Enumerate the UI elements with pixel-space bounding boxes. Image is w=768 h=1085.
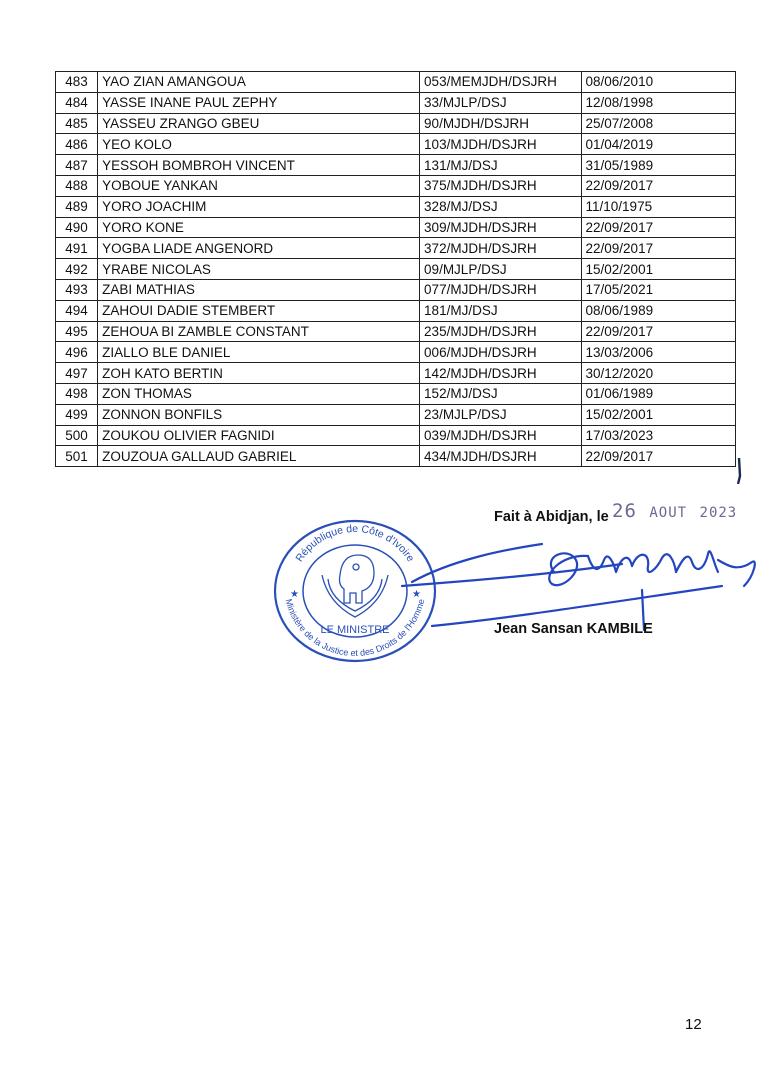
row-number: 493 [56, 279, 98, 300]
table-row [56, 404, 736, 425]
row-date: 31/05/1989 [581, 155, 735, 176]
row-date: 22/09/2017 [581, 238, 735, 259]
row-number: 487 [56, 155, 98, 176]
table-row [56, 321, 736, 342]
row-reference: 181/MJ/DSJ [420, 300, 581, 321]
row-name: ZEHOUA BI ZAMBLE CONSTANT [98, 321, 420, 342]
row-number: 484 [56, 92, 98, 113]
row-name: YOBOUE YANKAN [98, 175, 420, 196]
row-number: 483 [56, 72, 98, 93]
row-reference: 23/MJLP/DSJ [420, 404, 581, 425]
row-number: 490 [56, 217, 98, 238]
row-number: 488 [56, 175, 98, 196]
row-date: 01/04/2019 [581, 134, 735, 155]
row-number: 499 [56, 404, 98, 425]
row-number: 496 [56, 342, 98, 363]
date-stamp [612, 500, 737, 522]
row-date: 17/03/2023 [581, 425, 735, 446]
row-reference: 142/MJDH/DSJRH [420, 363, 581, 384]
table-body [56, 72, 736, 467]
table-row [56, 217, 736, 238]
row-reference: 372/MJDH/DSJRH [420, 238, 581, 259]
svg-text:★: ★ [412, 589, 421, 600]
table-row [56, 383, 736, 404]
row-reference: 09/MJLP/DSJ [420, 259, 581, 280]
row-name: ZONNON BONFILS [98, 404, 420, 425]
row-date: 08/06/1989 [581, 300, 735, 321]
row-number: 498 [56, 383, 98, 404]
row-name: YESSOH BOMBROH VINCENT [98, 155, 420, 176]
row-number: 485 [56, 113, 98, 134]
seal-inner-text: LE MINISTRE [320, 624, 390, 636]
table-row [56, 155, 736, 176]
row-number: 500 [56, 425, 98, 446]
page-number: 12 [685, 1016, 702, 1033]
row-name: YEO KOLO [98, 134, 420, 155]
table-row [56, 196, 736, 217]
row-date: 12/08/1998 [581, 92, 735, 113]
signer-name: Jean Sansan KAMBILE [494, 621, 653, 637]
row-reference: 131/MJ/DSJ [420, 155, 581, 176]
row-name: ZOUZOUA GALLAUD GABRIEL [98, 446, 420, 467]
seal-bottom-text: Ministère de la Justice et des Droits de l'Homme [283, 597, 427, 659]
table-row [56, 300, 736, 321]
row-name: ZOUKOU OLIVIER FAGNIDI [98, 425, 420, 446]
row-number: 494 [56, 300, 98, 321]
elephant-emblem-icon [322, 555, 388, 617]
row-name: ZABI MATHIAS [98, 279, 420, 300]
table-row [56, 425, 736, 446]
row-name: YASSEU ZRANGO GBEU [98, 113, 420, 134]
row-reference: 103/MJDH/DSJRH [420, 134, 581, 155]
table-row [56, 238, 736, 259]
row-date: 11/10/1975 [581, 196, 735, 217]
table-row [56, 363, 736, 384]
row-reference: 90/MJDH/DSJRH [420, 113, 581, 134]
table-row [56, 279, 736, 300]
table-row [56, 342, 736, 363]
row-number: 501 [56, 446, 98, 467]
row-number: 486 [56, 134, 98, 155]
row-number: 497 [56, 363, 98, 384]
row-date: 22/09/2017 [581, 175, 735, 196]
margin-ink-mark [735, 458, 743, 484]
row-reference: 006/MJDH/DSJRH [420, 342, 581, 363]
table-row [56, 92, 736, 113]
row-reference: 152/MJ/DSJ [420, 383, 581, 404]
table-row [56, 446, 736, 467]
row-date: 15/02/2001 [581, 404, 735, 425]
table-row [56, 259, 736, 280]
date-stamp-month: AOUT [649, 505, 688, 521]
row-reference: 33/MJLP/DSJ [420, 92, 581, 113]
row-name: YRABE NICOLAS [98, 259, 420, 280]
row-reference: 309/MJDH/DSJRH [420, 217, 581, 238]
table-row [56, 134, 736, 155]
row-number: 492 [56, 259, 98, 280]
row-number: 491 [56, 238, 98, 259]
row-name: ZIALLO BLE DANIEL [98, 342, 420, 363]
row-reference: 053/MEMJDH/DSJRH [420, 72, 581, 93]
row-name: YOGBA LIADE ANGENORD [98, 238, 420, 259]
row-date: 30/12/2020 [581, 363, 735, 384]
date-stamp-day: 26 [612, 500, 637, 522]
table-row [56, 113, 736, 134]
row-name: YASSE INANE PAUL ZEPHY [98, 92, 420, 113]
row-date: 22/09/2017 [581, 217, 735, 238]
row-name: YAO ZIAN AMANGOUA [98, 72, 420, 93]
row-reference: 077/MJDH/DSJRH [420, 279, 581, 300]
row-reference: 328/MJ/DSJ [420, 196, 581, 217]
row-reference: 039/MJDH/DSJRH [420, 425, 581, 446]
row-date: 15/02/2001 [581, 259, 735, 280]
row-number: 495 [56, 321, 98, 342]
row-date: 01/06/1989 [581, 383, 735, 404]
seal-top-text: République de Côte d'Ivoire [293, 522, 417, 565]
personnel-table [55, 71, 736, 467]
row-reference: 235/MJDH/DSJRH [420, 321, 581, 342]
row-date: 22/09/2017 [581, 446, 735, 467]
place-date-label: Fait à Abidjan, le [494, 509, 609, 525]
row-date: 22/09/2017 [581, 321, 735, 342]
table-row [56, 175, 736, 196]
row-date: 25/07/2008 [581, 113, 735, 134]
row-date: 13/03/2006 [581, 342, 735, 363]
row-name: YORO KONE [98, 217, 420, 238]
table-row [56, 72, 736, 93]
row-number: 489 [56, 196, 98, 217]
row-reference: 434/MJDH/DSJRH [420, 446, 581, 467]
row-name: ZOH KATO BERTIN [98, 363, 420, 384]
row-date: 17/05/2021 [581, 279, 735, 300]
row-reference: 375/MJDH/DSJRH [420, 175, 581, 196]
row-name: YORO JOACHIM [98, 196, 420, 217]
date-stamp-year: 2023 [699, 505, 738, 521]
row-name: ZON THOMAS [98, 383, 420, 404]
svg-text:★: ★ [290, 589, 299, 600]
row-name: ZAHOUI DADIE STEMBERT [98, 300, 420, 321]
row-date: 08/06/2010 [581, 72, 735, 93]
